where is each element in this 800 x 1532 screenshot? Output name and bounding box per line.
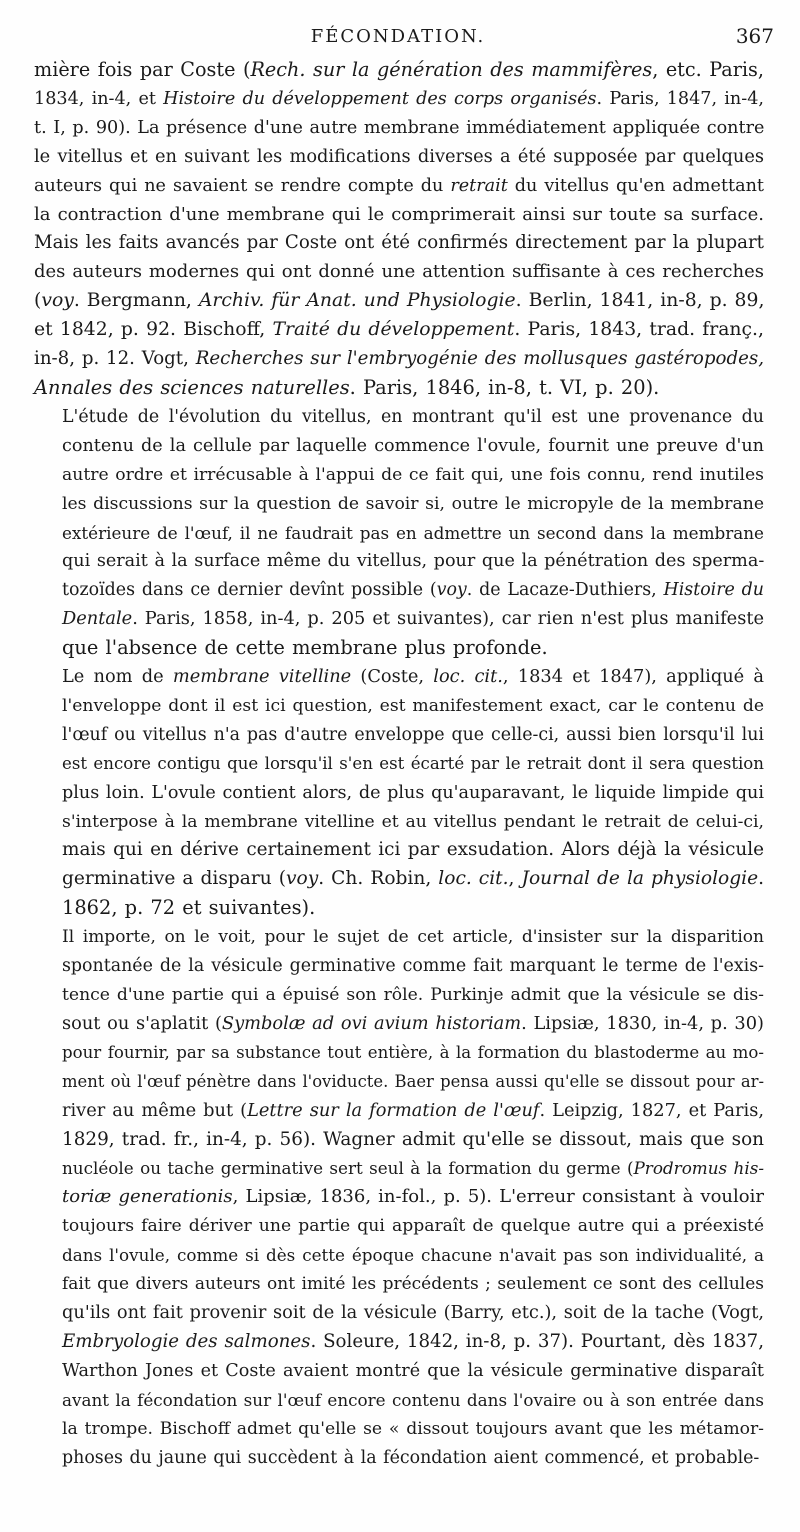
- text-segment: . Paris, 1843, trad. franç.,: [514, 319, 764, 341]
- text-segment: 1862, p. 72 et suivantes).: [62, 896, 316, 920]
- italic-text: loc. cit.: [433, 666, 503, 688]
- text-line: [34, 519, 764, 548]
- text-segment: , Lipsiæ, 1836, in-fol., p. 5). L'erreur consistant à vouloir: [232, 1186, 764, 1208]
- text-segment: Le nom de: [62, 666, 173, 688]
- text-segment: ment où l'œuf pénètre dans l'oviducte. Baer pensa aussi qu'elle se dissout pour ar-: [62, 1071, 764, 1091]
- text-line: [34, 1386, 764, 1415]
- text-segment: , 1834 et 1847), appliqué à: [502, 666, 765, 688]
- text-line: [34, 143, 764, 172]
- text-segment: . Paris, 1846, in-8, t. VI, p. 20).: [349, 375, 660, 399]
- text-segment: . Ch. Robin,: [318, 868, 439, 890]
- text-segment: les discussions sur la question de savoir si, outre le micropyle de la membrane: [62, 493, 764, 514]
- text-line: [34, 316, 764, 345]
- text-line: [34, 576, 764, 605]
- text-line: [34, 721, 764, 750]
- text-segment: L'étude de l'évolution du vitellus, en montrant qu'il est une provenance du: [62, 406, 764, 427]
- text-line: [34, 1039, 764, 1068]
- text-segment: spontanée de la vésicule germinative comme fait marquant le terme de l'exis-: [62, 956, 764, 977]
- text-line: [34, 865, 764, 894]
- text-segment: l'enveloppe dont il est ici question, est manifestement exact, car le contenu de: [62, 695, 764, 716]
- text-segment: mais qui en dérive certainement ici par exsudation. Alors déjà la vésicule: [62, 839, 764, 861]
- text-line: [34, 1097, 764, 1126]
- text-segment: .: [758, 868, 765, 890]
- text-segment: mière fois par Coste (: [34, 58, 251, 81]
- text-segment: et 1842, p. 92. Bischoff,: [34, 319, 273, 341]
- page-number: 367: [735, 24, 774, 48]
- text-segment: in-8, p. 12. Vogt,: [34, 348, 196, 370]
- text-segment: sout ou s'aplatit (: [62, 1012, 222, 1034]
- text-segment: avant la fécondation sur l'œuf encore contenu dans l'ovaire ou à son entrée dans: [62, 1389, 764, 1410]
- text-segment: . Bergmann,: [73, 290, 199, 312]
- text-segment: river au même but (: [62, 1099, 248, 1121]
- text-line: [34, 172, 764, 201]
- text-segment: . Leipzig, 1827, et Paris,: [539, 1099, 764, 1121]
- text-line: [34, 287, 764, 316]
- text-segment: (: [34, 290, 42, 312]
- text-segment: contenu de la cellule par laquelle commence l'ovule, fournit une preuve d'un: [62, 435, 764, 456]
- text-segment: que l'absence de cette membrane plus profonde.: [62, 636, 548, 660]
- italic-text: Histoire du développement des corps organisés: [163, 88, 597, 109]
- text-segment: pour fournir, par sa substance tout entière, à la formation du blastoderme au mo-: [62, 1042, 764, 1062]
- italic-text: voy: [436, 580, 467, 601]
- body-text: [34, 56, 764, 1472]
- text-line: [34, 1357, 764, 1386]
- text-segment: germinative a disparu (: [62, 868, 287, 890]
- paragraph: [34, 923, 764, 1472]
- italic-text: Symbolæ ad ovi avium historiam: [221, 1012, 522, 1034]
- paragraph: [34, 403, 764, 663]
- text-line: [34, 1068, 764, 1097]
- text-line: [34, 981, 764, 1010]
- text-line: [34, 779, 764, 808]
- text-segment: extérieure de l'œuf, il ne faudrait pas en admettre un second dans la membrane: [62, 522, 764, 543]
- text-segment: la trompe. Bischoff admet qu'elle se « dissout toujours avant que les métamor-: [62, 1418, 764, 1439]
- text-line: [34, 1154, 764, 1183]
- italic-text: Histoire du: [663, 580, 765, 601]
- text-segment: phoses du jaune qui succèdent à la fécondation aient commencé, et probable-: [62, 1447, 760, 1468]
- text-segment: . Soleure, 1842, in-8, p. 37). Pourtant, dès 1837,: [310, 1330, 765, 1352]
- text-segment: du vitellus qu'en admettant: [507, 175, 764, 196]
- text-segment: tence d'une partie qui a épuisé son rôle. Purkinje admit que la vésicule se dis-: [62, 985, 764, 1005]
- text-line: [34, 461, 764, 490]
- text-line: [34, 1212, 764, 1241]
- italic-text: Archiv. für Anat. und Physiologie: [198, 290, 516, 312]
- text-segment: . Berlin, 1841, in-8, p. 89,: [515, 290, 765, 312]
- text-line: [34, 1126, 764, 1155]
- text-segment: s'interpose à la membrane vitelline et au vitellus pendant le retrait de celui-ci,: [62, 811, 764, 832]
- text-segment: nucléole ou tache germinative sert seul à la formation du germe (: [62, 1158, 634, 1179]
- text-segment: la contraction d'une membrane qui le comprimerait ainsi sur toute sa surface.: [34, 203, 764, 225]
- text-segment: , etc. Paris,: [652, 58, 764, 81]
- italic-text: Journal de la physiologie: [521, 868, 759, 890]
- text-segment: ,: [508, 868, 522, 890]
- text-segment: . Paris, 1858, in-4, p. 205 et suivantes), car rien n'est plus manifeste: [132, 608, 764, 630]
- text-line: [34, 1183, 764, 1212]
- text-line: [34, 1444, 764, 1473]
- text-segment: toujours faire dériver une partie qui apparaît de quelque autre qui a préexisté: [62, 1216, 764, 1237]
- text-segment: tozoïdes dans ce dernier devînt possible (: [62, 580, 437, 601]
- text-segment: . de Lacaze-Duthiers,: [466, 580, 664, 601]
- italic-text: voy: [286, 868, 319, 890]
- italic-text: Embryologie des salmones: [62, 1330, 311, 1352]
- text-line: [34, 634, 764, 663]
- text-segment: qui serait à la surface même du vitellus, pour que la pénétration des sperma-: [62, 551, 765, 572]
- text-segment: auteurs qui ne savaient se rendre compte du: [34, 175, 451, 196]
- text-segment: des auteurs modernes qui ont donné une attention suffisante à ces recherches: [34, 261, 764, 283]
- italic-text: Annales des sciences naturelles: [34, 375, 350, 399]
- text-segment: (Coste,: [351, 666, 434, 688]
- running-title: FÉCONDATION.: [310, 26, 486, 47]
- text-line: [34, 114, 764, 143]
- italic-text: Traité du développement: [272, 319, 515, 341]
- italic-text: voy: [41, 290, 74, 312]
- text-segment: fait que divers auteurs ont imité les précédents ; seulement ce sont des cellules: [62, 1274, 764, 1295]
- text-line: [34, 403, 764, 432]
- text-segment: l'œuf ou vitellus n'a pas d'autre enveloppe que celle-ci, aussi bien lorsqu'il lui: [62, 724, 764, 745]
- text-line: [34, 56, 764, 85]
- text-segment: autre ordre et irrécusable à l'appui de ce fait qui, une fois connu, rend inutiles: [62, 464, 764, 485]
- italic-text: Rech. sur la génération des mammifères: [250, 58, 653, 81]
- text-line: [34, 836, 764, 865]
- text-segment: Il importe, on le voit, pour le sujet de cet article, d'insister sur la disparition: [62, 927, 764, 948]
- text-segment: plus loin. L'ovule contient alors, de plus qu'auparavant, le liquide limpide qui: [62, 782, 764, 803]
- italic-text: Lettre sur la formation de l'œuf: [247, 1099, 540, 1121]
- text-line: [34, 490, 764, 519]
- text-line: [34, 229, 764, 258]
- text-line: [34, 952, 764, 981]
- text-line: [34, 692, 764, 721]
- text-line: [34, 1241, 764, 1270]
- text-segment: . Lipsiæ, 1830, in-4, p. 30): [521, 1012, 764, 1034]
- italic-text: membrane vitelline: [172, 666, 352, 688]
- text-segment: le vitellus et en suivant les modifications diverses a été supposée par quelques: [34, 145, 764, 167]
- text-segment: . Paris, 1847, in-4,: [596, 88, 764, 109]
- italic-text: Prodromus his-: [633, 1158, 764, 1179]
- text-line: [34, 605, 764, 634]
- text-segment: 1829, trad. fr., in-4, p. 56). Wagner admit qu'elle se dissout, mais que son: [62, 1128, 764, 1150]
- italic-text: Dentale: [62, 608, 133, 630]
- text-line: [34, 1415, 764, 1444]
- text-segment: qu'ils ont fait provenir soit de la vésicule (Barry, etc.), soit de la tache (Vogt,: [62, 1301, 764, 1323]
- text-line: [34, 547, 764, 576]
- page-header: [22, 22, 774, 52]
- text-line: [34, 750, 764, 779]
- italic-text: toriæ generationis: [62, 1186, 233, 1208]
- text-segment: 1834, in-4, et: [34, 88, 164, 109]
- text-line: [34, 1270, 764, 1299]
- text-line: [34, 345, 764, 374]
- text-line: [34, 432, 764, 461]
- text-segment: t. I, p. 90). La présence d'une autre membrane immédiatement appliquée contre: [34, 117, 765, 138]
- italic-text: Recherches sur l'embryogénie des mollusques gastéropodes,: [195, 348, 764, 370]
- text-segment: Mais les faits avancés par Coste ont été confirmés directement par la plupart: [34, 232, 764, 254]
- text-segment: dans l'ovule, comme si dès cette époque chacune n'avait pas son individualité, a: [62, 1245, 764, 1266]
- text-segment: est encore contigu que lorsqu'il s'en est écarté par le retrait dont il sera question: [62, 753, 764, 773]
- text-line: [34, 1328, 764, 1357]
- text-line: [34, 374, 764, 403]
- text-line: [34, 201, 764, 230]
- italic-text: loc. cit.: [438, 868, 509, 890]
- text-line: [34, 663, 764, 692]
- text-line: [34, 1299, 764, 1328]
- paragraph: [34, 56, 764, 403]
- text-segment: Warthon Jones et Coste avaient montré que la vésicule germinative disparaît: [62, 1360, 764, 1381]
- text-line: [34, 1010, 764, 1039]
- text-line: [34, 258, 764, 287]
- text-line: [34, 894, 764, 923]
- text-line: [34, 85, 764, 114]
- text-line: [34, 808, 764, 837]
- text-line: [34, 923, 764, 952]
- italic-text: retrait: [450, 175, 508, 196]
- paragraph: [34, 663, 764, 923]
